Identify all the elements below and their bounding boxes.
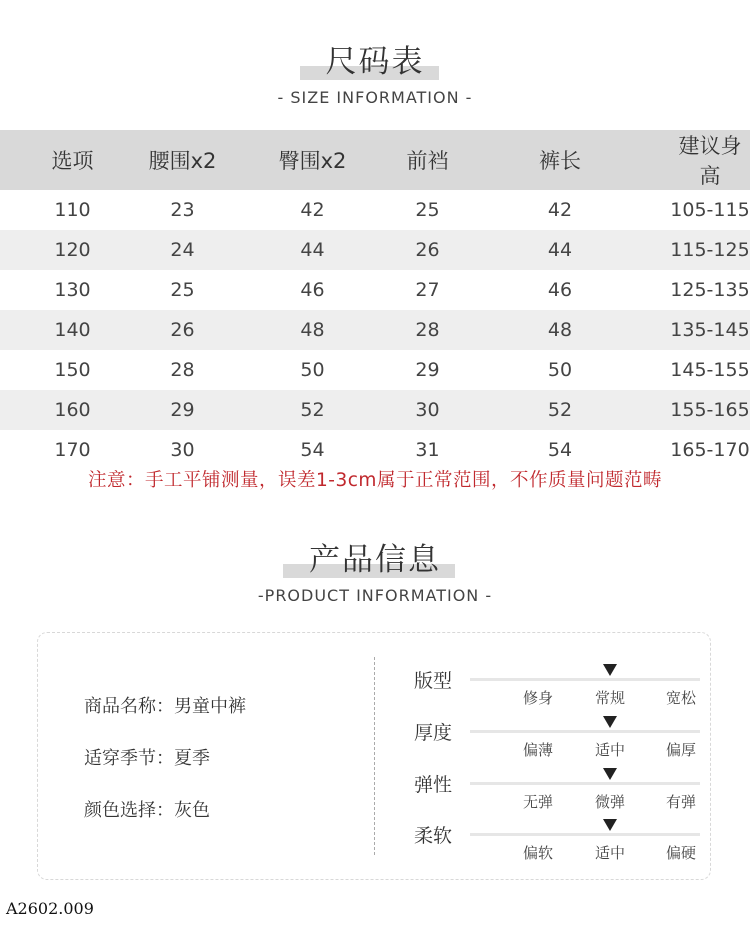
- cell-hip: 50: [300, 359, 325, 381]
- detail-value: 夏季: [174, 748, 210, 769]
- cell-hip: 52: [220, 390, 405, 430]
- cell-pants-length: 52: [450, 390, 670, 430]
- attr-label: 弹性: [414, 774, 453, 796]
- detail-value: 男童中裤: [174, 696, 246, 717]
- cell-pants-length: 44: [450, 230, 670, 270]
- attr-scale-line: [470, 833, 700, 836]
- header-suggested-height: 建议身高: [670, 130, 750, 190]
- cell-front-rise: 29: [415, 359, 440, 381]
- detail-season: [84, 733, 246, 785]
- cell-suggested-height: 165-170: [670, 439, 750, 461]
- cell-waist: 25: [170, 279, 195, 301]
- product-details: [84, 681, 246, 837]
- attr-scale-line: [470, 678, 700, 681]
- cell-pants-length: 42: [547, 199, 573, 221]
- cell-pants-length: 46: [547, 279, 573, 301]
- cell-hip: 42: [300, 199, 325, 221]
- cell-waist: 23: [170, 199, 195, 221]
- attr-row-elasticity: [414, 765, 714, 817]
- header-hip: 臀围x2: [220, 130, 405, 190]
- cell-suggested-height: 125-135: [670, 279, 750, 301]
- cell-hip: 46: [300, 279, 325, 301]
- cell-pants-length: 48: [450, 310, 670, 350]
- attr-option: 偏厚: [665, 741, 696, 759]
- cell-pants-length: 50: [547, 359, 573, 381]
- attr-option: 偏硬: [665, 844, 696, 862]
- attr-label: 厚度: [414, 722, 453, 744]
- table-row: [0, 190, 750, 230]
- attr-option: 有弹: [665, 793, 696, 811]
- header-option: 选项: [0, 130, 145, 190]
- selected-marker-icon: [603, 664, 617, 676]
- cell-front-rise: 28: [405, 310, 450, 350]
- cell-waist: 28: [170, 359, 195, 381]
- size-table-header-row: [0, 130, 750, 190]
- cell-option: 110: [54, 199, 91, 221]
- attr-label: 柔软: [414, 825, 453, 847]
- cell-waist: 29: [145, 390, 220, 430]
- cell-front-rise: 30: [405, 390, 450, 430]
- cell-waist: 24: [145, 230, 220, 270]
- cell-pants-length: 54: [547, 439, 573, 461]
- cell-option: 170: [54, 439, 91, 461]
- table-row: [0, 230, 750, 270]
- cell-front-rise: 26: [405, 230, 450, 270]
- detail-label: 适穿季节：: [84, 748, 174, 769]
- size-section-header: [0, 42, 750, 107]
- product-info-box: [37, 632, 711, 880]
- attr-row-fit: [414, 661, 714, 713]
- selected-marker-icon: [603, 716, 617, 728]
- attr-option: 微弹: [594, 793, 625, 811]
- attr-option: 适中: [594, 741, 625, 759]
- table-row: [0, 270, 750, 310]
- cell-option: 120: [0, 230, 145, 270]
- cell-option: 140: [0, 310, 145, 350]
- attr-row-thickness: [414, 713, 714, 765]
- cell-suggested-height: 155-165: [670, 390, 750, 430]
- table-row: [0, 430, 750, 470]
- cell-suggested-height: 115-125: [670, 230, 750, 270]
- detail-label: 颜色选择：: [84, 800, 174, 821]
- size-table: [0, 130, 750, 470]
- attr-option: 偏软: [522, 844, 553, 862]
- attr-option: 常规: [594, 689, 625, 707]
- detail-product-name: [84, 681, 246, 733]
- attr-scale-line: [470, 782, 700, 785]
- cell-front-rise: 25: [415, 199, 440, 221]
- cell-option: 150: [54, 359, 91, 381]
- attr-option: 修身: [522, 689, 553, 707]
- product-title: [309, 540, 441, 580]
- attr-option: 宽松: [665, 689, 696, 707]
- table-row: [0, 350, 750, 390]
- cell-front-rise: 31: [415, 439, 440, 461]
- size-subtitle: - SIZE INFORMATION -: [277, 88, 473, 107]
- attr-option: 适中: [594, 844, 625, 862]
- table-row: [0, 390, 750, 430]
- selected-marker-icon: [603, 768, 617, 780]
- product-title-text: 产品信息: [309, 542, 441, 578]
- cell-hip: 48: [220, 310, 405, 350]
- attr-option: 无弹: [522, 793, 553, 811]
- cell-front-rise: 27: [415, 279, 440, 301]
- sku-code: A2602.009: [6, 899, 94, 918]
- header-waist: 腰围x2: [145, 130, 220, 190]
- attr-scale-line: [470, 730, 700, 733]
- cell-option: 160: [0, 390, 145, 430]
- cell-suggested-height: 105-115: [670, 199, 750, 221]
- measurement-note: 注意：手工平铺测量，误差1-3cm属于正常范围，不作质量问题范畴: [88, 470, 662, 491]
- vertical-divider: [374, 657, 375, 855]
- detail-color: [84, 785, 246, 837]
- detail-label: 商品名称：: [84, 696, 174, 717]
- cell-suggested-height: 135-145: [670, 310, 750, 350]
- detail-value: 灰色: [174, 800, 210, 821]
- attr-option: 偏薄: [522, 741, 553, 759]
- table-row: [0, 310, 750, 350]
- cell-waist: 30: [170, 439, 195, 461]
- cell-option: 130: [54, 279, 91, 301]
- product-subtitle: -PRODUCT INFORMATION -: [257, 586, 493, 605]
- attr-label: 版型: [414, 670, 453, 692]
- selected-marker-icon: [603, 819, 617, 831]
- cell-hip: 54: [300, 439, 325, 461]
- attr-row-softness: [414, 816, 714, 868]
- cell-hip: 44: [220, 230, 405, 270]
- product-section-header: [0, 540, 750, 605]
- size-title: [326, 42, 425, 82]
- header-front-rise: 前裆: [405, 130, 450, 190]
- header-pants-length: 裤长: [450, 130, 670, 190]
- size-title-text: 尺码表: [325, 44, 425, 80]
- cell-suggested-height: 145-155: [670, 359, 750, 381]
- cell-waist: 26: [145, 310, 220, 350]
